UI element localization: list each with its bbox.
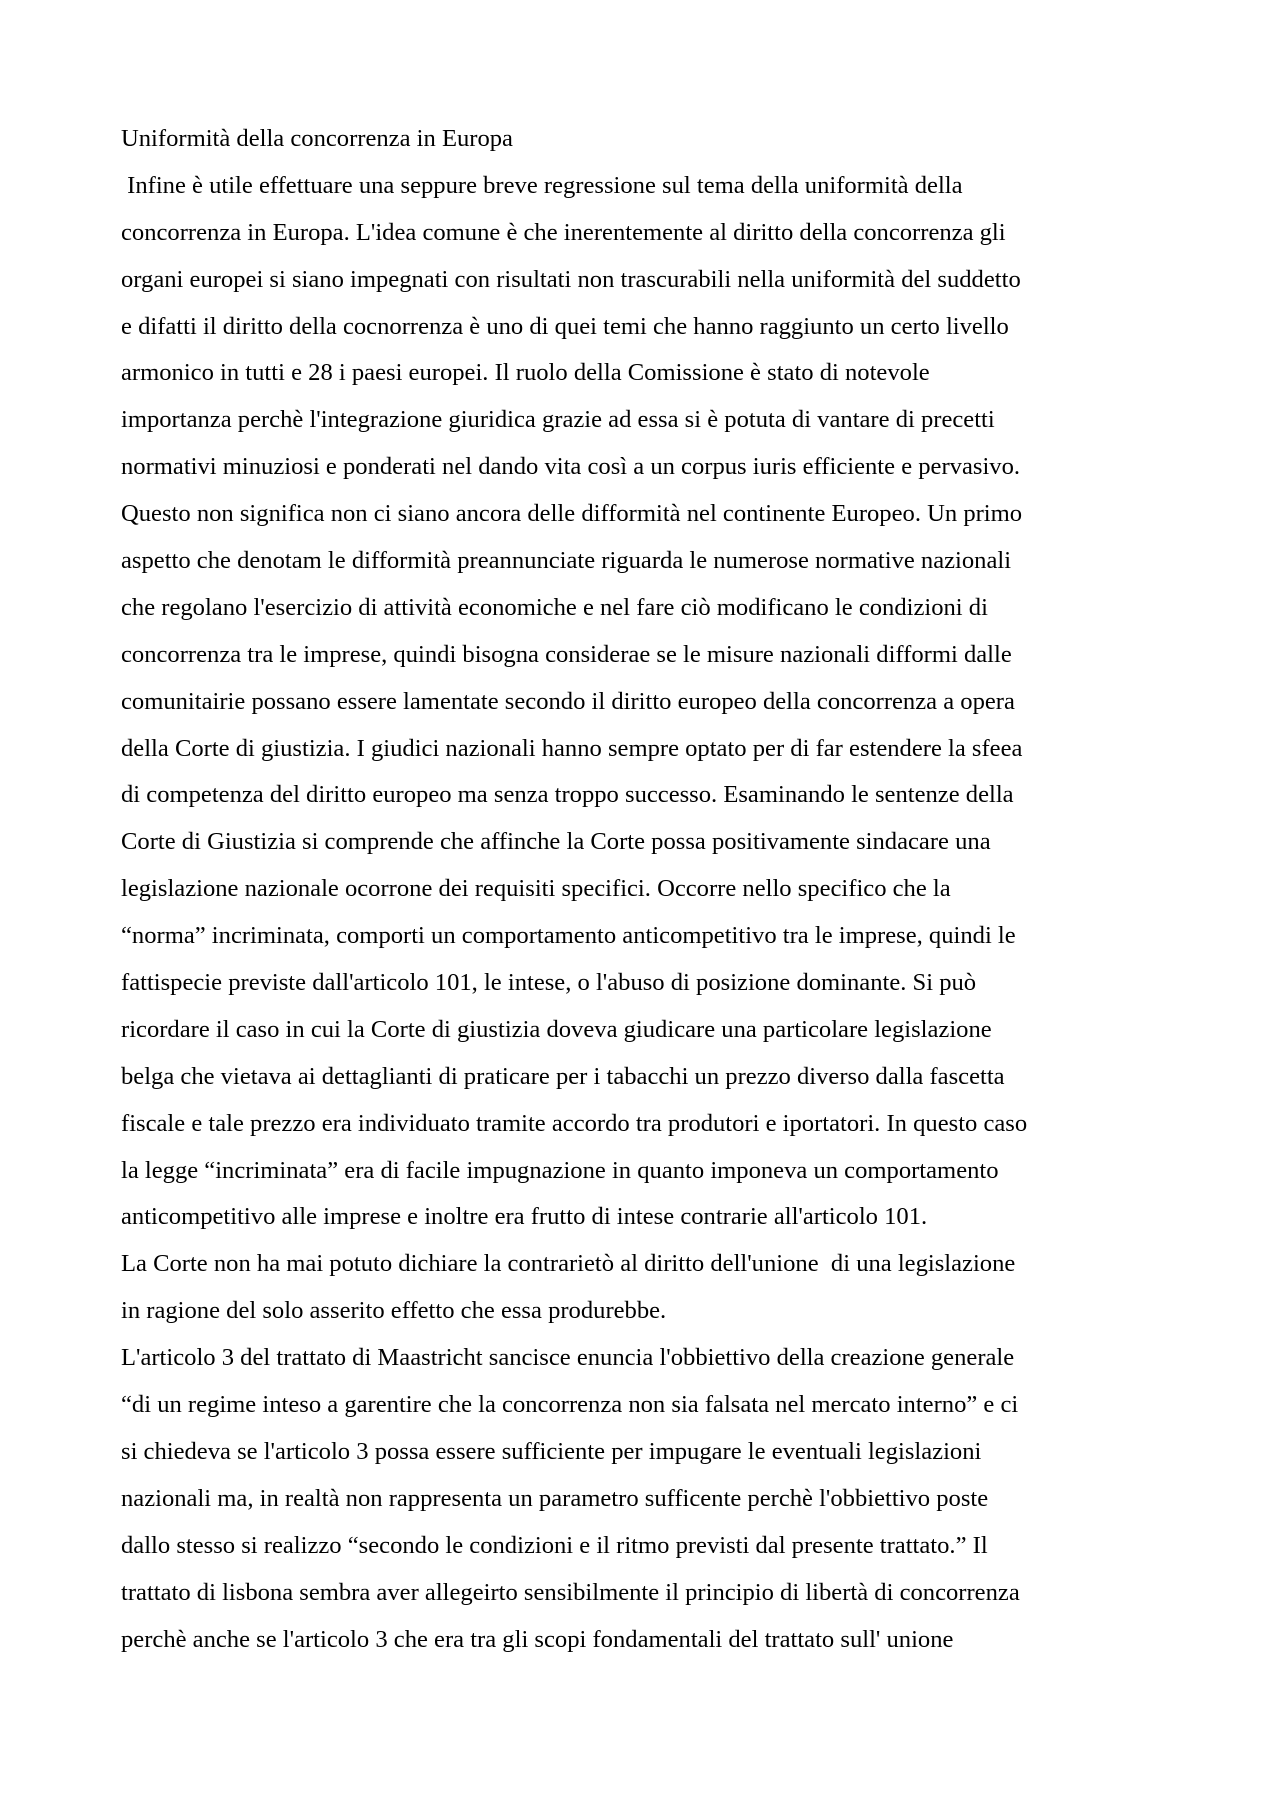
- text-line: ricordare il caso in cui la Corte di giustizia doveva giudicare una particolare legislazione: [121, 1015, 992, 1043]
- text-line: importanza perchè l'integrazione giuridica grazie ad essa si è potuta di vantare di precetti: [121, 406, 995, 434]
- text-line: si chiedeva se l'articolo 3 possa essere sufficiente per impugare le eventuali legislazioni: [121, 1437, 982, 1465]
- text-line: della Corte di giustizia. I giudici nazionali hanno sempre optato per di far estendere la sfeea: [121, 734, 1023, 762]
- text-line: trattato di lisbona sembra aver allegeirto sensibilmente il principio di libertà di concorrenza: [121, 1578, 1020, 1606]
- text-line: dallo stesso si realizzo “secondo le condizioni e il ritmo previsti dal presente trattato.” Il: [121, 1531, 988, 1559]
- text-line: aspetto che denotam le difformità preannunciate riguarda le numerose normative nazionali: [121, 547, 1012, 575]
- text-line: Infine è utile effettuare una seppure breve regressione sul tema della uniformità della: [121, 171, 963, 199]
- text-line: legislazione nazionale ocorrone dei requisiti specifici. Occorre nello specifico che la: [121, 875, 951, 903]
- text-line: “di un regime inteso a garentire che la concorrenza non sia falsata nel mercato interno” e ci: [121, 1391, 1019, 1419]
- text-line: Questo non significa non ci siano ancora delle difformità nel continente Europeo. Un primo: [121, 500, 1023, 528]
- text-line: la legge “incriminata” era di facile impugnazione in quanto imponeva un comportamento: [121, 1156, 999, 1184]
- text-line: armonico in tutti e 28 i paesi europei. Il ruolo della Comissione è stato di notevole: [121, 359, 930, 387]
- text-line: concorrenza tra le imprese, quindi bisogna considerae se le misure nazionali difformi dalle: [121, 640, 1012, 668]
- text-line: e difatti il diritto della cocnorrenza è uno di quei temi che hanno raggiunto un certo livello: [121, 312, 1009, 340]
- text-line: concorrenza in Europa. L'idea comune è che inerentemente al diritto della concorrenza gli: [121, 218, 1006, 246]
- text-line: nazionali ma, in realtà non rappresenta un parametro sufficente perchè l'obbiettivo poste: [121, 1484, 989, 1512]
- text-line: comunitairie possano essere lamentate secondo il diritto europeo della concorrenza a opera: [121, 687, 1015, 715]
- text-line: che regolano l'esercizio di attività economiche e nel fare ciò modificano le condizioni di: [121, 593, 988, 621]
- text-line: perchè anche se l'articolo 3 che era tra gli scopi fondamentali del trattato sull' unione: [121, 1625, 954, 1653]
- text-line: fattispecie previste dall'articolo 101, le intese, o l'abuso di posizione dominante. Si può: [121, 969, 977, 997]
- text-line: “norma” incriminata, comporti un comportamento anticompetitivo tra le imprese, quindi le: [121, 922, 1016, 950]
- text-line: L'articolo 3 del trattato di Maastricht sancisce enuncia l'obbiettivo della creazione generale: [121, 1344, 1015, 1372]
- text-line: Corte di Giustizia si comprende che affinche la Corte possa positivamente sindacare una: [121, 828, 991, 856]
- document-title: Uniformità della concorrenza in Europa: [121, 125, 513, 152]
- text-line: fiscale e tale prezzo era individuato tramite accordo tra produtori e iportatori. In questo caso: [121, 1109, 1028, 1137]
- text-line: di competenza del diritto europeo ma senza troppo successo. Esaminando le sentenze della: [121, 781, 1014, 809]
- document-body: [121, 116, 1171, 1663]
- text-line: normativi minuziosi e ponderati nel dando vita così a un corpus iuris efficiente e pervasivo.: [121, 453, 1021, 481]
- text-line: anticompetitivo alle imprese e inoltre era frutto di intese contrarie all'articolo 101.: [121, 1203, 928, 1231]
- text-line: organi europei si siano impegnati con risultati non trascurabili nella uniformità del suddetto: [121, 265, 1021, 293]
- text-line: in ragione del solo asserito effetto che essa produrebbe.: [121, 1297, 667, 1325]
- text-line: La Corte non ha mai potuto dichiare la contrarietò al diritto dell'unione di una legislazione: [121, 1250, 1016, 1278]
- text-line: belga che vietava ai dettaglianti di praticare per i tabacchi un prezzo diverso dalla fascetta: [121, 1062, 1005, 1090]
